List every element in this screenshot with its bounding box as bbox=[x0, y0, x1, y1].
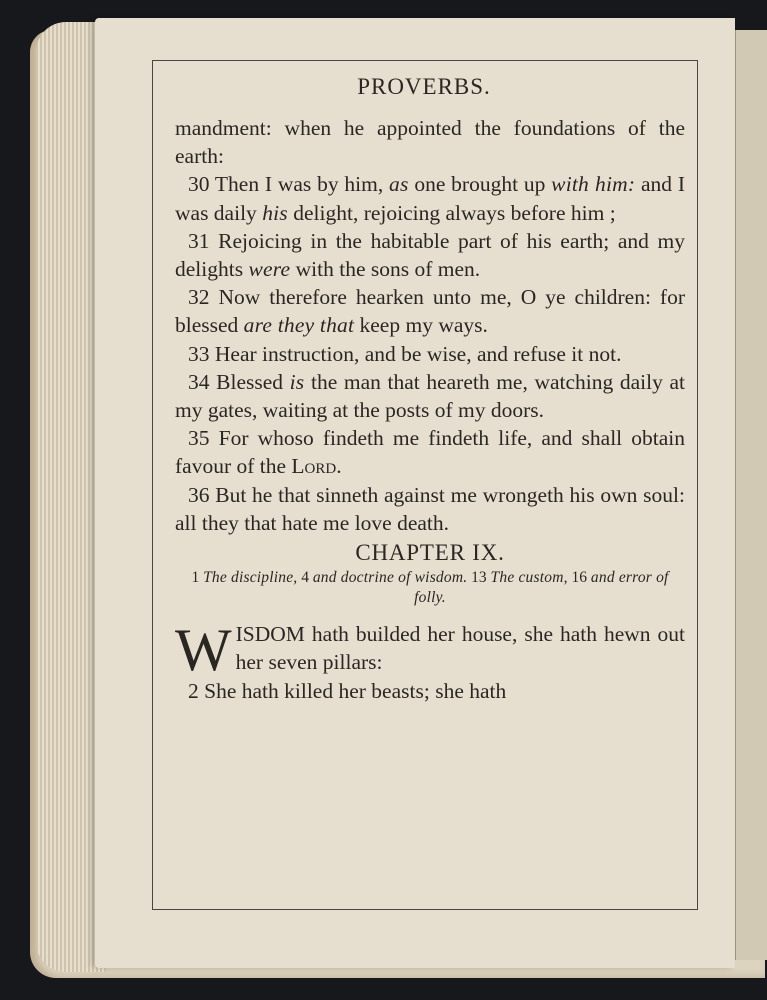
verse-30: 30 Then I was by him, as one brought up with him: and I was daily his delight, rejoicing always before him ; bbox=[175, 172, 685, 225]
verse-35: 35 For whoso findeth me findeth life, and shall obtain favour of the Lord. bbox=[175, 426, 686, 479]
verse-31: 31 Rejoicing in the habitable part of his earth; and my delights were with the sons of men. bbox=[175, 228, 685, 282]
chapter-summary: 1 The discipline, 4 and doctrine of wisdom. 13 The custom, 16 and error of folly. bbox=[191, 569, 669, 607]
verse-2: 2 She hath killed her beasts; she hath bbox=[188, 678, 507, 703]
verse-34: 34 Blessed is the man that heareth me, watching daily at my gates, waiting at the posts of my doors. bbox=[175, 369, 686, 423]
verse-36: 36 But he that sinneth against me wrongeth his own soul: all they that hate me love death. bbox=[175, 482, 685, 535]
verse-1 bbox=[175, 617, 685, 684]
chapter-heading: CHAPTER IX. bbox=[355, 540, 505, 566]
facing-page-edge bbox=[735, 30, 767, 960]
verse-32: 32 Now therefore hearken unto me, O ye children: for blessed are they that keep my ways. bbox=[175, 285, 686, 338]
verse-1-text: ISDOM hath builded her house, she hath hewn out her seven pillars: bbox=[235, 622, 685, 675]
verse-33: 33 Hear instruction, and be wise, and refuse it not. bbox=[188, 341, 622, 366]
page-text bbox=[175, 114, 685, 705]
continuation-text: mandment: when he appointed the foundations of the earth: bbox=[175, 116, 685, 169]
drop-cap: W bbox=[175, 617, 232, 684]
running-head: PROVERBS. bbox=[357, 74, 491, 99]
